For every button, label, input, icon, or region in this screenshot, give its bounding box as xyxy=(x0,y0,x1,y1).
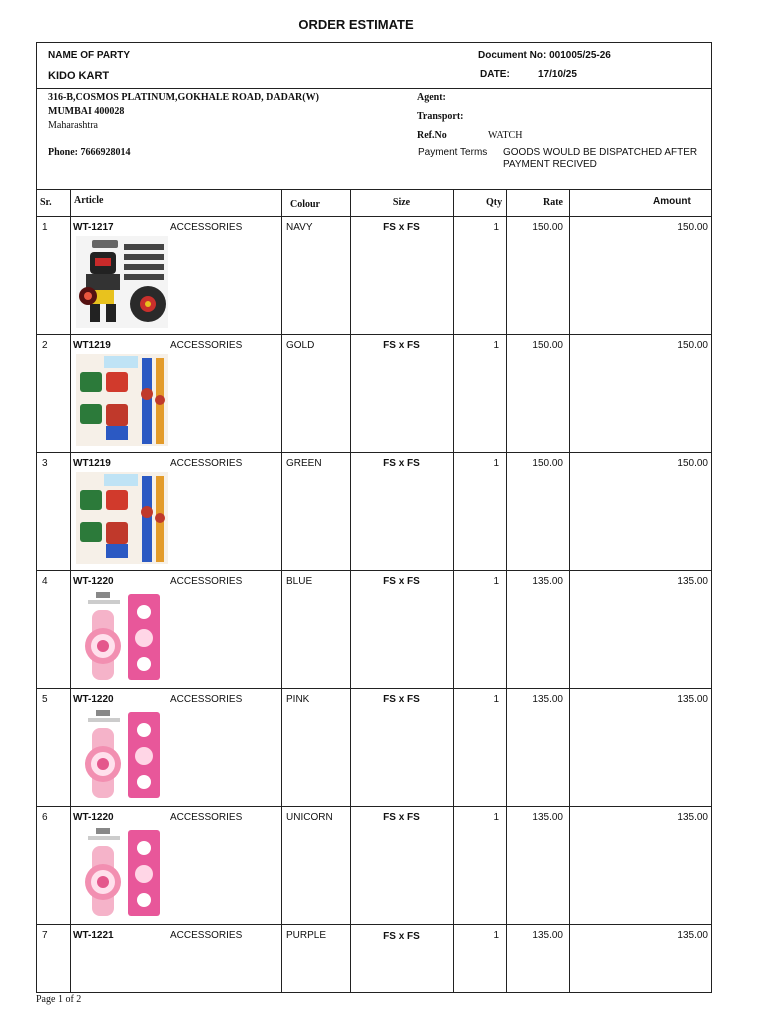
row-colour: NAVY xyxy=(286,222,313,233)
row-amount: 150.00 xyxy=(677,222,708,233)
column-header-article: Article xyxy=(74,195,104,206)
column-divider xyxy=(281,189,282,993)
row-amount: 150.00 xyxy=(677,458,708,469)
row-category: ACCESSORIES xyxy=(170,340,243,351)
row-colour: UNICORN xyxy=(286,812,333,823)
party-name: KIDO KART xyxy=(48,70,110,82)
phone-number: Phone: 7666928014 xyxy=(48,147,131,158)
column-header-colour: Colour xyxy=(290,199,320,210)
row-category: ACCESSORIES xyxy=(170,812,243,823)
row-sr: 7 xyxy=(42,930,48,941)
row-colour: PURPLE xyxy=(286,930,327,941)
row-rate: 135.00 xyxy=(532,576,563,587)
row-colour: GOLD xyxy=(286,340,315,351)
row-category: ACCESSORIES xyxy=(170,576,243,587)
address-state: Maharashtra xyxy=(48,120,98,131)
date-value: 17/10/25 xyxy=(538,69,577,80)
row-sr: 2 xyxy=(42,340,48,351)
column-divider xyxy=(453,189,454,993)
row-article-code: WT-1220 xyxy=(73,576,114,587)
column-divider xyxy=(569,189,570,993)
header-box xyxy=(36,42,712,190)
column-header-rate: Rate xyxy=(543,197,563,208)
row-article-code: WT-1221 xyxy=(73,930,114,941)
row-amount: 135.00 xyxy=(677,694,708,705)
transport-label: Transport: xyxy=(417,111,464,122)
row-qty: 1 xyxy=(493,576,499,587)
row-sr: 1 xyxy=(42,222,48,233)
row-size: FS x FS xyxy=(383,694,420,705)
robot-watch-image xyxy=(76,236,168,328)
row-divider xyxy=(36,452,712,453)
date-label: DATE: xyxy=(480,69,510,80)
row-qty: 1 xyxy=(493,222,499,233)
row-divider xyxy=(36,334,712,335)
row-category: ACCESSORIES xyxy=(170,222,243,233)
pink-watch-image xyxy=(76,826,168,918)
payment-value-1: GOODS WOULD BE DISPATCHED AFTER xyxy=(503,147,698,158)
row-category: ACCESSORIES xyxy=(170,694,243,705)
row-article-code: WT1219 xyxy=(73,458,111,469)
row-amount: 135.00 xyxy=(677,576,708,587)
row-size: FS x FS xyxy=(383,222,420,233)
address-line-2: MUMBAI 400028 xyxy=(48,106,125,117)
row-amount: 135.00 xyxy=(677,812,708,823)
row-size: FS x FS xyxy=(383,931,420,942)
column-divider xyxy=(350,189,351,993)
ref-value: WATCH xyxy=(488,130,523,141)
row-rate: 150.00 xyxy=(532,222,563,233)
row-rate: 135.00 xyxy=(532,930,563,941)
table-header-divider xyxy=(36,216,712,217)
row-sr: 3 xyxy=(42,458,48,469)
address-line-1: 316-B,COSMOS PLATINUM,GOKHALE ROAD, DADAR(W) xyxy=(48,92,319,103)
row-category: ACCESSORIES xyxy=(170,458,243,469)
row-size: FS x FS xyxy=(383,340,420,351)
row-amount: 135.00 xyxy=(677,930,708,941)
column-header-qty: Qty xyxy=(486,197,503,208)
ref-label: Ref.No xyxy=(417,130,447,141)
payment-value-2: PAYMENT RECIVED xyxy=(503,159,597,170)
row-divider xyxy=(36,688,712,689)
column-header-amount: Amount xyxy=(653,196,691,207)
row-size: FS x FS xyxy=(383,458,420,469)
row-colour: GREEN xyxy=(286,458,322,469)
row-colour: PINK xyxy=(286,694,310,705)
row-rate: 135.00 xyxy=(532,812,563,823)
row-amount: 150.00 xyxy=(677,340,708,351)
row-divider xyxy=(36,806,712,807)
row-divider xyxy=(36,924,712,925)
superhero-watch-image xyxy=(76,472,168,564)
party-label: NAME OF PARTY xyxy=(48,50,131,61)
row-qty: 1 xyxy=(493,694,499,705)
row-category: ACCESSORIES xyxy=(170,930,243,941)
pink-watch-image xyxy=(76,590,168,682)
row-article-code: WT1219 xyxy=(73,340,111,351)
document-title-text: ORDER ESTIMATE xyxy=(298,17,414,32)
row-sr: 5 xyxy=(42,694,48,705)
column-header-sr: Sr. xyxy=(40,197,52,208)
column-divider xyxy=(70,189,71,993)
row-size: FS x FS xyxy=(383,576,420,587)
row-qty: 1 xyxy=(493,812,499,823)
row-divider xyxy=(36,570,712,571)
row-rate: 135.00 xyxy=(532,694,563,705)
pink-watch-image xyxy=(76,708,168,800)
document-title xyxy=(0,17,712,32)
row-sr: 6 xyxy=(42,812,48,823)
superhero-watch-image xyxy=(76,354,168,446)
row-qty: 1 xyxy=(493,458,499,469)
column-divider xyxy=(506,189,507,993)
row-article-code: WT-1220 xyxy=(73,694,114,705)
page-number: Page 1 of 2 xyxy=(36,994,82,1005)
column-header-size: Size xyxy=(392,197,411,208)
row-qty: 1 xyxy=(493,340,499,351)
row-rate: 150.00 xyxy=(532,458,563,469)
row-article-code: WT-1220 xyxy=(73,812,114,823)
document-number: Document No: 001005/25-26 xyxy=(478,50,611,61)
row-rate: 150.00 xyxy=(532,340,563,351)
row-qty: 1 xyxy=(493,930,499,941)
row-article-code: WT-1217 xyxy=(73,222,114,233)
agent-label: Agent: xyxy=(417,92,446,103)
row-size: FS x FS xyxy=(383,812,420,823)
row-colour: BLUE xyxy=(286,576,313,587)
row-sr: 4 xyxy=(42,576,48,587)
payment-label: Payment Terms xyxy=(418,147,488,158)
header-divider xyxy=(36,88,712,89)
